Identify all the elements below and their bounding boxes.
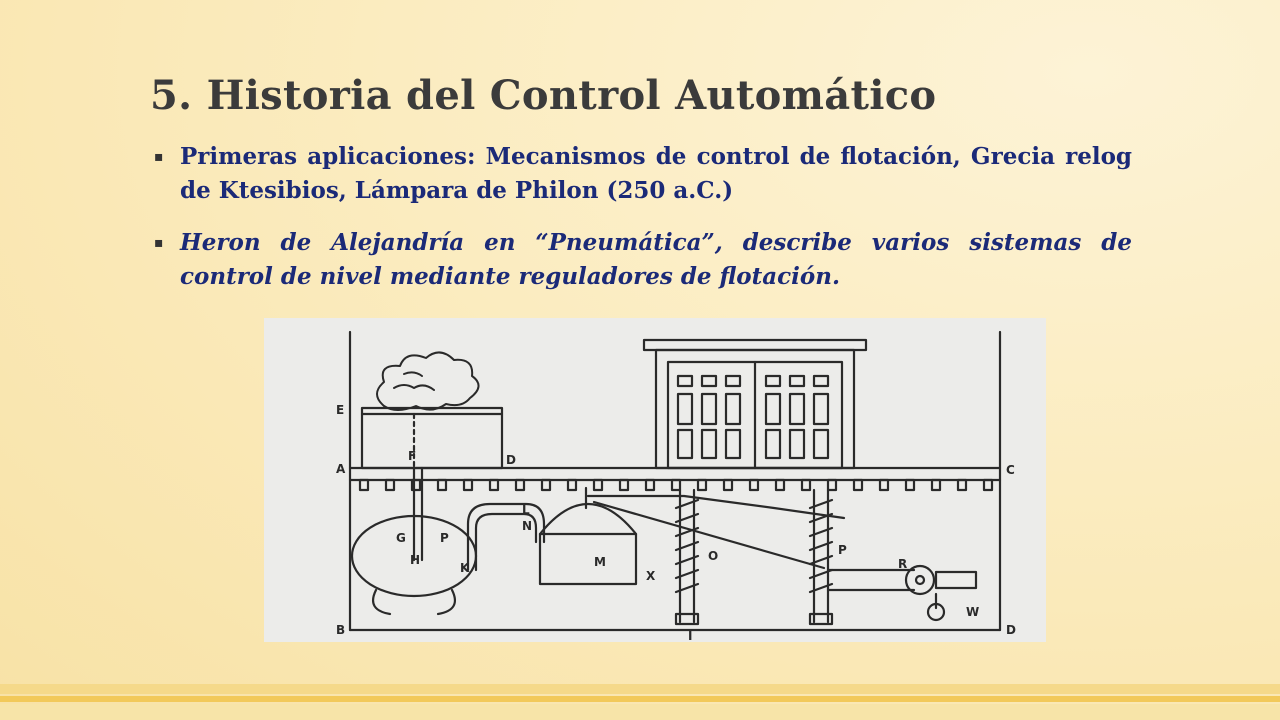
figure-label: D	[506, 453, 516, 467]
bullet-item-primeras-aplicaciones	[150, 140, 1132, 208]
figure-label: I	[688, 629, 693, 642]
bullet-list	[150, 140, 1132, 312]
figure-label: R	[898, 557, 908, 571]
rope-upper	[588, 496, 844, 518]
bullet-item-heron	[150, 226, 1132, 294]
band-stripe	[0, 704, 1280, 720]
temple-door	[644, 340, 866, 468]
figure-label: L	[522, 503, 530, 517]
figure-label: P	[440, 531, 449, 545]
figure-label: O	[708, 549, 719, 563]
fire-smoke	[377, 352, 479, 410]
slide-title: 5. Historia del Control Automático	[150, 72, 937, 119]
bucket	[540, 488, 636, 584]
figure-label: B	[336, 623, 346, 637]
axle-left	[676, 490, 698, 624]
figure-label: F	[408, 449, 417, 463]
figure-label: H	[410, 553, 421, 567]
bullet-marker-icon: ▪	[154, 235, 164, 251]
bottom-decorative-bands	[0, 676, 1280, 720]
figure-label: E	[336, 403, 345, 417]
figure-label: X	[646, 569, 656, 583]
altar-box	[362, 408, 502, 468]
bullet-marker-icon: ▪	[154, 149, 164, 165]
figure-label: G	[396, 531, 406, 545]
figure-label: W	[966, 605, 980, 619]
band-stripe	[0, 684, 1280, 694]
figure-label: M	[594, 555, 606, 569]
band-stripe	[0, 696, 1280, 702]
figure-label: N	[522, 519, 533, 533]
figure-label: C	[1006, 463, 1015, 477]
heron-mechanism-figure	[264, 318, 1046, 642]
figure-label: D	[1006, 623, 1016, 637]
bullet-text: Heron de Alejandría en “Pneumática”, describe varios sistemas de control de nivel mediante reguladores de flotación.	[180, 229, 1132, 290]
figure-label: P	[838, 543, 847, 557]
axle-right	[810, 490, 832, 624]
figure-label: K	[460, 561, 470, 575]
bullet-text: Primeras aplicaciones: Mecanismos de control de flotación, Grecia relog de Ktesibios, Lámpara de Philon (250 a.C.)	[180, 143, 1132, 204]
sphere-vessel	[352, 468, 476, 614]
heron-mechanism-illustration	[264, 318, 1046, 642]
figure-label: A	[336, 462, 346, 476]
platform-teeth	[360, 480, 992, 490]
pulley-weight	[828, 566, 976, 620]
